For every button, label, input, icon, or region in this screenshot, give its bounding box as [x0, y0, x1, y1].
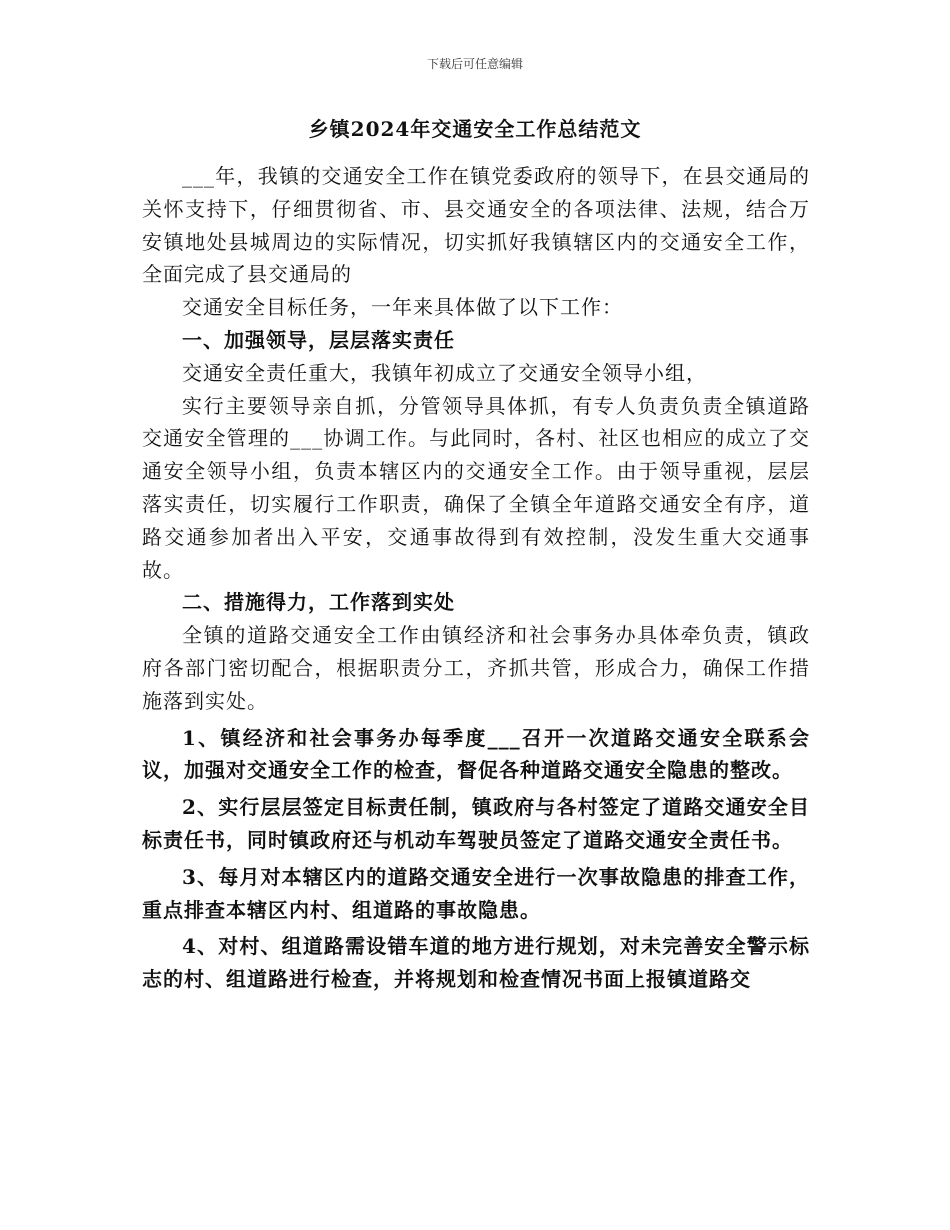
document-body	[142, 160, 810, 996]
paragraph: ___年，我镇的交通安全工作在镇党委政府的领导下，在县交通局的关怀支持下，仔细贯彻省、市、县交通安全的各项法律、法规，结合万安镇地处县城周边的实际情况，切实抓好我镇辖区内的交通安全工作，全面完成了县交通局的	[142, 164, 810, 287]
paragraph: 实行主要领导亲自抓，分管领导具体抓，有专人负责负责全镇道路交通安全管理的___协调工作。与此同时，各村、社区也相应的成立了交通安全领导小组，负责本辖区内的交通安全工作。由于领导重视，层层落实责任，切实履行工作职责，确保了全镇全年道路交通安全有序，道路交通参加者出入平安，交通事故得到有效控制，没发生重大交通事故。	[142, 393, 810, 582]
section-heading: 二、措施得力，工作落到实处	[182, 590, 455, 615]
header-note: 下载后可任意编辑	[426, 57, 523, 71]
section-heading: 一、加强领导，层层落实责任	[182, 327, 455, 352]
document-title: 乡镇2024年交通安全工作总结范文	[308, 117, 642, 141]
list-item: 2、实行层层签定目标责任制，镇政府与各村签定了道路交通安全目标责任书，同时镇政府还与机动车驾驶员签定了道路交通安全责任书。	[142, 795, 810, 852]
list-item: 3、每月对本辖区内的道路交通安全进行一次事故隐患的排查工作，重点排查本辖区内村、组道路的事故隐患。	[142, 864, 810, 922]
paragraph: 交通安全目标任务，一年来具体做了以下工作：	[182, 295, 623, 320]
list-item: 4、对村、组道路需设错车道的地方进行规划，对未完善安全警示标志的村、组道路进行检查，并将规划和检查情况书面上报镇道路交	[142, 934, 810, 992]
paragraph: 全镇的道路交通安全工作由镇经济和社会事务办具体牵负责，镇政府各部门密切配合，根据职责分工，齐抓共管，形成合力，确保工作措施落到实处。	[142, 623, 810, 713]
paragraph: 交通安全责任重大，我镇年初成立了交通安全领导小组，	[182, 360, 707, 385]
list-item: 1、镇经济和社会事务办每季度___召开一次道路交通安全联系会议，加强对交通安全工作的检查，督促各种道路交通安全隐患的整改。	[142, 725, 810, 783]
